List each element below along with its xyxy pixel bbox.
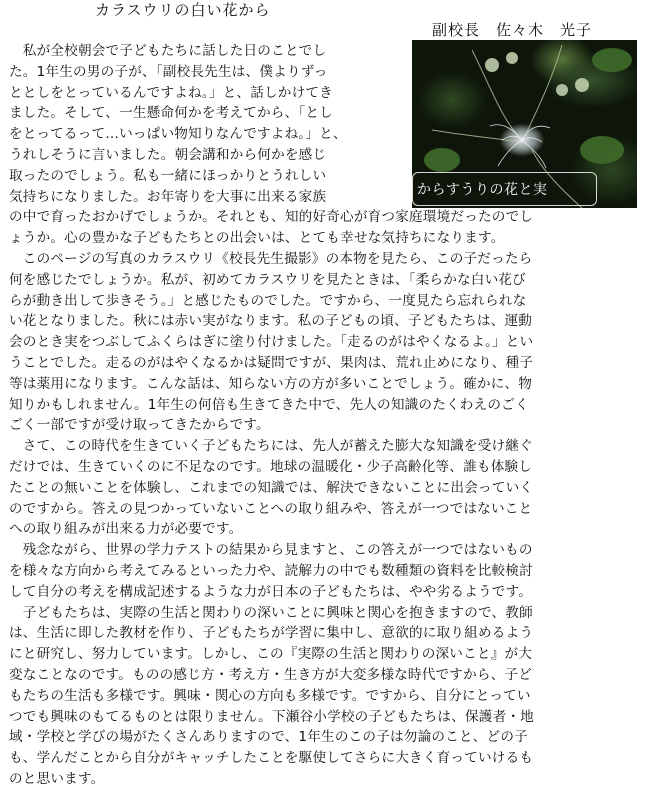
text-line: らが動き出して歩きそう。」と感じたものでした。ですから、一度見たら忘れられな [9,292,527,309]
text-line: のと思います。 [9,771,105,787]
text-line: も、学んだことから自分がキャッチしたことを駆使してさらに大きく育っていけるも [9,750,534,767]
karasuuri-photo [412,40,637,208]
text-line: 残念ながら、世界の学力テストの結果から見ますと、この答えが一つではないもの [9,542,533,559]
text-line: 子どもたちは、実際の生活と関わりの深いことに興味と関心を抱きますので、教師 [9,604,533,621]
text-line: にと研究し、努力しています。しかし、この『実際の生活と関わりの深いこと』が大 [9,646,533,663]
text-line: を様々な方向から考えてみるといった力や、読解力の中でも数種類の資料を比較検討 [9,563,533,579]
text-line: ごく一部ですが受け取ってきたからです。 [9,417,270,434]
text-line: 知りかもしれません。1年生の何倍も生きてきた中で、先人の知識のたくわえのごく [9,396,529,413]
text-line: つでも興味のもてるものとは限りません。下瀬谷小学校の子どもたちは、保護者・地 [9,708,534,725]
document-title: カラスウリの白い花から [95,1,271,19]
text-line: のですから。答えの見つかっていないことへの取り組みや、答えが一つではないこと [9,500,533,517]
text-line: 等は薬用になります。こんな話は、知らない方の方が多いことでしょう。確かに、物 [9,375,533,392]
text-line: 域・学校と学びの場がたくさんありますので、1年生のこの子は勿論のこと、どの子 [9,729,528,746]
text-line: 何を感じたでしょうか。私が、初めてカラスウリを見たときは、「柔らかな白い花び [9,271,526,288]
text-line: ました。そして、一生懸命何かを考えてから、「とし [9,105,333,122]
text-line: して自分の考えを構成記述するような力が日本の子どもたちは、やや劣るようです。 [9,583,533,600]
text-line: への取り組みが出来る力が必要です。 [9,521,243,538]
text-line: をとってるって…いっぱい物知りなんですよね。」と、 [9,126,347,143]
text-line: 私が全校朝会で子どもたちに話した日のことでし [9,43,327,59]
text-line: さて、この時代を生きていく子どもたちには、先人が蓄えた膨大な知識を受け継ぐ [9,438,533,455]
photo-caption: からすうりの花と実 [412,172,597,206]
text-line: だけでは、生きていくのに不足なのです。地球の温暖化・少子高齢化等、誰も体験し [9,459,533,475]
text-line: た。1年生の男の子が、「副校長先生は、僕よりずっ [9,63,328,80]
text-line: は、生活に即した教材を作り、子どもたちが学習に集中し、意欲的に取り組めるよう [9,625,534,642]
text-line: たことの無いことを体験し、これまでの知識では、解決できないことに出会っていく [9,479,534,496]
text-line: もたちの生活も多様です。興味・関心の方向も多様です。ですから、自分にとってい [9,687,531,704]
text-line: 気持ちになりました。お年寄りを大事に出来る家族 [9,188,327,205]
text-line: このページの写真のカラスウリ《校長先生撮影》の本物を見たら、この子だったら [9,251,533,267]
author-name: 副校長 佐々木 光子 [432,21,593,39]
text-line: 会のとき実をつぶしてふくらはぎに塗り付けました。「走るのがはやくなるよ。」とい [9,334,534,351]
text-line: 取ったのでしょう。私も一緒にほっかりとうれしい [9,167,327,184]
text-line: うれしそうに言いました。朝会講和から何かを感じ [9,147,327,163]
text-line: の中で育ったおかげでしょうか。それとも、知的好奇心が育つ家庭環境だったのでし [9,209,534,226]
text-line: 変なことなのです。ものの感じ方・考え方・生き方が大変多様な時代ですから、子ど [9,667,533,683]
text-line: ととしをとっているんですよね。」と、話しかけてき [9,84,333,101]
text-line: うことでした。走るのがはやくなるかは疑問ですが、果肉は、荒れ止めになり、種子 [9,355,534,371]
text-line: い花となりました。秋には赤い実がなります。私の子どもの頃、子どもたちは、運動 [9,313,533,330]
text-line: ょうか。心の豊かな子どもたちとの出会いは、とても幸せな気持ちになります。 [9,230,505,247]
